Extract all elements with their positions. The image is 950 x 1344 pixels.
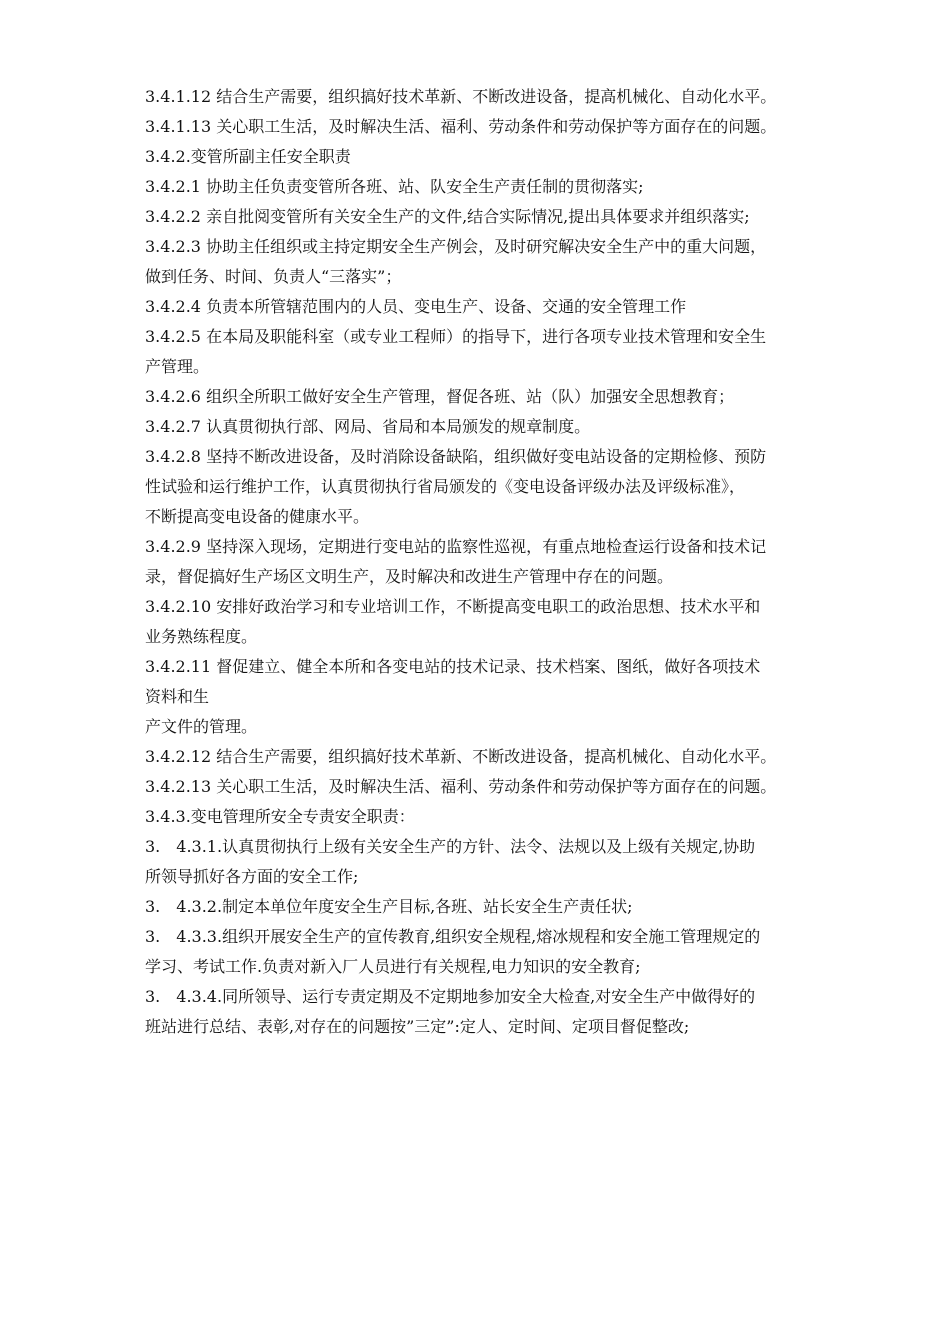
text-line: 产文件的管理。 bbox=[145, 717, 258, 736]
text-line: 3. 4.3.2.制定本单位年度安全生产目标,各班、站长安全生产责任状; bbox=[145, 897, 633, 916]
text-line: 3.4.2.13 关心职工生活，及时解决生活、福利、劳动条件和劳动保护等方面存在的问题。 bbox=[145, 777, 777, 796]
text-line: 录，督促搞好生产场区文明生产，及时解决和改进生产管理中存在的问题。 bbox=[145, 567, 674, 586]
text-line: 业务熟练程度。 bbox=[145, 627, 258, 646]
text-line: 班站进行总结、表彰,对存在的问题按”三定”:定人、定时间、定项目督促整改; bbox=[145, 1017, 690, 1036]
text-line: 3.4.2.11 督促建立、健全本所和各变电站的技术记录、技术档案、图纸，做好各项技术 bbox=[145, 657, 761, 676]
text-line: 3. 4.3.4.同所领导、运行专责定期及不定期地参加安全大检查,对安全生产中做得好的 bbox=[145, 987, 756, 1006]
text-line: 不断提高变电设备的健康水平。 bbox=[145, 507, 370, 526]
text-line: 学习、考试工作.负责对新入厂人员进行有关规程,电力知识的安全教育; bbox=[145, 957, 641, 976]
text-line: 做到任务、时间、负责人“三落实”； bbox=[145, 267, 402, 286]
text-line: 所领导抓好各方面的安全工作; bbox=[145, 867, 359, 886]
text-line: 3.4.2.7 认真贯彻执行部、网局、省局和本局颁发的规章制度。 bbox=[145, 417, 591, 436]
text-line: 3.4.2.1 协助主任负责变管所各班、站、队安全生产责任制的贯彻落实; bbox=[145, 177, 644, 196]
text-line: 3.4.2.8 坚持不断改进设备，及时消除设备缺陷，组织做好变电站设备的定期检修、预防 bbox=[145, 447, 767, 466]
text-line: 3.4.2.5 在本局及职能科室（或专业工程师）的指导下，进行各项专业技术管理和安全生 bbox=[145, 327, 767, 346]
text-line: 3.4.2.4 负责本所管辖范围内的人员、变电生产、设备、交通的安全管理工作 bbox=[145, 297, 687, 316]
text-line: 3.4.2.10 安排好政治学习和专业培训工作，不断提高变电职工的政治思想、技术水平和 bbox=[145, 597, 761, 616]
text-line: 3.4.2.6 组织全所职工做好安全生产管理，督促各班、站（队）加强安全思想教育； bbox=[145, 387, 735, 406]
text-line: 性试验和运行维护工作，认真贯彻执行省局颁发的《变电设备评级办法及评级标准》， bbox=[145, 477, 746, 496]
text-line: 3.4.2.2 亲自批阅变管所有关安全生产的文件,结合实际情况,提出具体要求并组织落实; bbox=[145, 207, 750, 226]
section-heading: 3.4.3.变电管理所安全专责安全职责： bbox=[145, 807, 415, 826]
text-line: 3.4.1.13 关心职工生活，及时解决生活、福利、劳动条件和劳动保护等方面存在的问题。 bbox=[145, 117, 777, 136]
text-line: 3.4.1.12 结合生产需要，组织搞好技术革新、不断改进设备，提高机械化、自动化水平。 bbox=[145, 87, 777, 106]
text-line: 3.4.2.3 协助主任组织或主持定期安全生产例会，及时研究解决安全生产中的重大问题， bbox=[145, 237, 767, 256]
document-body bbox=[145, 82, 880, 1042]
text-line: 3. 4.3.3.组织开展安全生产的宣传教育,组织安全规程,熔冰规程和安全施工管理规定的 bbox=[145, 927, 761, 946]
text-line: 3.4.2.12 结合生产需要，组织搞好技术革新、不断改进设备，提高机械化、自动化水平。 bbox=[145, 747, 777, 766]
text-line: 3.4.2.9 坚持深入现场，定期进行变电站的监察性巡视，有重点地检查运行设备和技术记 bbox=[145, 537, 767, 556]
text-line: 3. 4.3.1.认真贯彻执行上级有关安全生产的方针、法令、法规以及上级有关规定,协助 bbox=[145, 837, 756, 856]
text-line: 资料和生 bbox=[145, 687, 210, 706]
text-line: 产管理。 bbox=[145, 357, 210, 376]
section-heading: 3.4.2.变管所副主任安全职责 bbox=[145, 147, 351, 166]
